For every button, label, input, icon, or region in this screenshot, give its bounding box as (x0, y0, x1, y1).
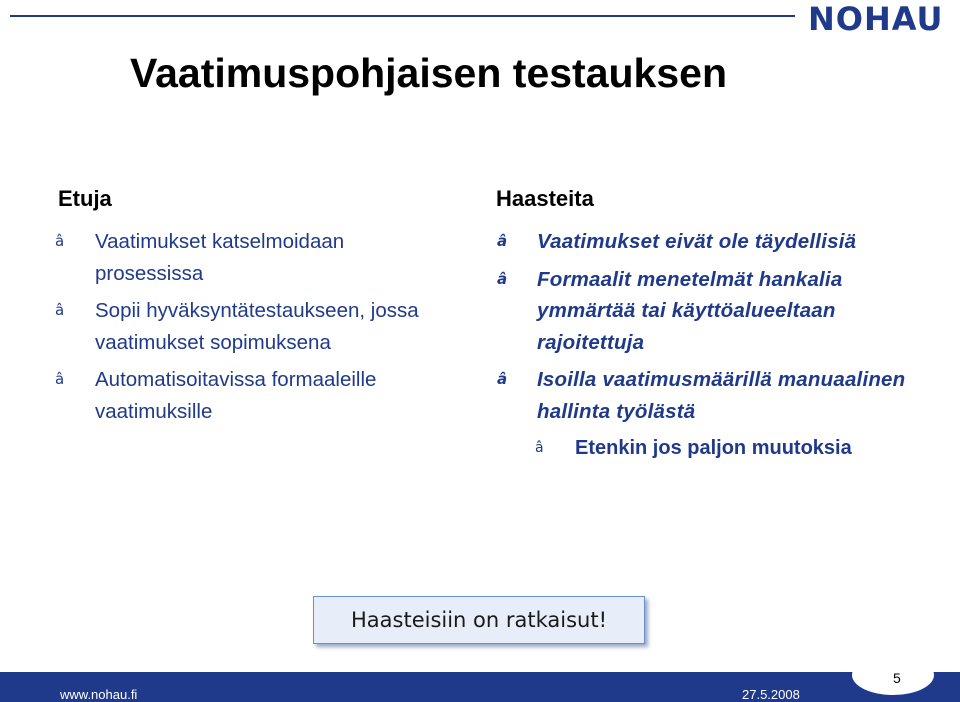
arrow-icon: â (497, 269, 508, 288)
list-item (55, 364, 455, 427)
arrow-icon: â (535, 440, 544, 456)
list-item-text: Isoilla vaatimusmäärillä manuaalinen hallinta työlästä (537, 368, 906, 423)
sub-list-item (535, 433, 917, 463)
list-item (497, 226, 917, 258)
list-item-text: Vaatimukset katselmoidaan prosessissa (95, 230, 345, 285)
list-item-text: Automatisoitavissa formaaleille vaatimuksille (95, 368, 377, 423)
arrow-icon: â (497, 370, 508, 388)
list-item (497, 364, 917, 427)
arrow-icon: â (55, 232, 65, 250)
header-rule (10, 15, 795, 17)
sub-list-item-text: Etenkin jos paljon muutoksia (575, 437, 852, 459)
arrow-icon: â (55, 301, 65, 319)
slide-title: Vaatimuspohjaisen testauksen (130, 50, 728, 96)
callout-text: Haasteisiin on ratkaisut! (350, 608, 608, 632)
footer-url: www.nohau.fi (60, 687, 138, 702)
callout-box (313, 596, 645, 644)
page-number: 5 (893, 670, 901, 686)
list-item-text: Vaatimukset eivät ole täydellisiä (537, 230, 857, 253)
left-list (55, 226, 455, 433)
arrow-icon: â (55, 370, 65, 388)
right-list (497, 226, 917, 463)
list-item (497, 264, 917, 359)
left-heading: Etuja (58, 186, 112, 211)
footer-bar (0, 672, 960, 702)
footer-date: 27.5.2008 (742, 687, 800, 702)
right-heading: Haasteita (496, 186, 594, 211)
arrow-icon: â (497, 232, 508, 250)
list-item-text: Formaalit menetelmät hankalia ymmärtää tai käyttöalueeltaan rajoitettuja (537, 267, 843, 354)
list-item-text: Sopii hyväksyntätestaukseen, jossa vaatimukset sopimuksena (95, 299, 419, 354)
list-item (55, 295, 455, 358)
nohau-logo: NOHAU (808, 0, 944, 38)
list-item (55, 226, 455, 289)
